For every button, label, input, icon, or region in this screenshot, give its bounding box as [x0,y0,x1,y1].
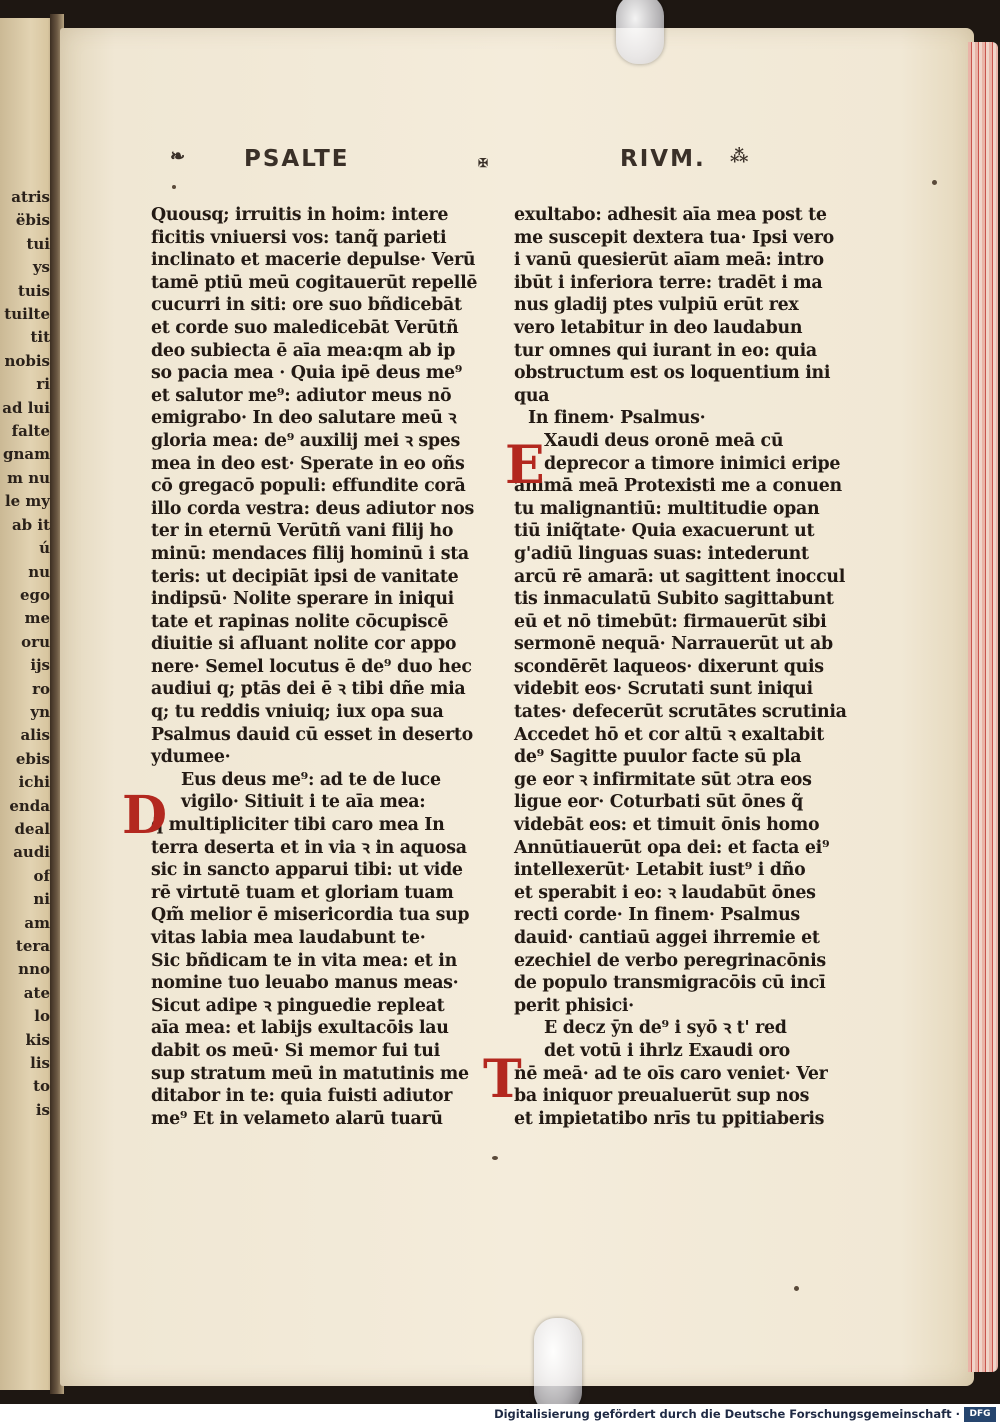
text-line: minū: mendaces filij hominū i sta [151,543,469,564]
left-page-fragment: to [33,1077,50,1096]
text-line: animā meā Protexisti me a conuen [514,476,842,497]
glass-page-clip-bottom [534,1318,582,1414]
text-line: q; tu reddis vniuiq; iux opa sua [151,702,444,723]
text-line: Sicut adipe ꝛ pinguedie repleat [151,995,445,1016]
text-line: tiū iniq̃tate· Quia exacuerunt ut [514,521,815,542]
left-page-fragment: deal [14,819,50,838]
text-line: teris: ut decipiāt ipsi de vanitate [151,566,459,587]
text-line: det votū i ihrlz Exaudi oro [544,1040,790,1061]
rubricated-initial-e: E [505,435,545,496]
left-page-fragment: lo [34,1007,50,1026]
text-line: ter in eternū Verūtñ vani filij ho [151,521,454,542]
text-line: aīa mea: et labijs exultacōis lau [151,1018,449,1039]
text-line: tamē ptiū meū cogitauerūt repellē [151,272,478,293]
text-line: i vanū quesierūt aīam meā: intro [514,250,824,271]
left-page-fragment: enda [9,796,50,815]
text-line: tate et rapinas nolite cōcupiscē [151,611,449,632]
text-line: inclinato et macerie depulse· Verū [151,250,476,271]
text-line: et sperabit i eo: ꝛ laudabūt ōnes [514,882,816,903]
text-line: et salutor me⁹: adiutor meus nō [151,385,452,406]
left-page-fragment: le my [4,492,50,511]
left-page-fragment: falte [11,422,50,441]
text-line: obstructum est os loquentium ini [514,363,831,384]
text-line: eū et nō timebūt: firmauerūt sibi [514,611,827,632]
text-line: cucurri in siti: ore suo bñdicebāt [151,295,462,316]
text-line: recti corde· In finem· Psalmus [514,905,800,926]
rubricated-initial-d: D [122,785,168,846]
funding-notice: Digitalisierung gefördert durch die Deutsche Forschungsgemeinschaft · [494,1407,960,1421]
text-line: videbāt eos: et timuit ōnis homo [514,815,820,836]
text-line: de⁹ Sagitte puulor facte sū pla [514,747,802,768]
text-line: sup stratum meū in matutinis me [151,1063,469,1084]
text-line: Accedet hō et cor altū ꝛ exaltabit [514,724,825,745]
dfg-logo: DFG [964,1407,996,1422]
text-line: mea in deo est· Sperate in eo oñs [151,453,465,474]
text-line: q̃ multipliciter tibi caro mea In [151,815,445,836]
text-line: arcū rē amarā: ut sagittent inoccul [514,566,846,587]
text-line: videbit eos· Scrutati sunt iniqui [514,679,813,700]
text-line: emigrabo· In deo salutare meū ꝛ [151,408,457,429]
footer-bar [0,1404,1000,1426]
text-line: gloria mea: de⁹ auxilij mei ꝛ spes [151,430,461,451]
head-ornament-left: ❧ [170,146,186,167]
text-line: In finem· Psalmus· [528,408,706,429]
text-line: ibūt i inferiora terre: tradēt i ma [514,272,823,293]
text-line: intellexerūt· Letabit iust⁹ i dño [514,860,806,881]
left-page-fragment: ebis [15,749,50,768]
text-line: ydumee· [151,747,231,768]
text-line: ba iniquor preualuerūt sup nos [514,1086,810,1107]
text-line: g'adiū linguas suas: intederunt [514,543,809,564]
left-page-fragment: ro [32,679,50,698]
text-line: Sic bñdicam te in vita mea: et in [151,950,457,971]
text-line: perit phisici· [514,995,634,1016]
text-line: ezechiel de verbo peregrinacōnis [514,950,826,971]
left-page-fragment: tui [26,234,50,253]
text-line: vitas labia mea laudabunt te· [151,928,426,948]
text-line: qua [514,385,550,406]
left-page-fragment: ego [19,585,50,604]
left-page-fragment: ys [32,258,50,277]
left-page-fragment: m nu [7,468,50,487]
text-line: diuitie si afluant nolite cor appo [151,634,457,655]
text-line: tates· defecerūt scrutātes scrutinia [514,702,847,723]
text-line: ge eor ꝛ infirmitate sūt ɔtra eos [514,769,812,790]
text-line: exultabo: adhesit aīa mea post te [514,205,827,225]
left-page-fragment: ú [39,539,50,558]
text-line: deprecor a timore inimici eripe [544,453,841,474]
left-page-fragment: audi [13,843,50,862]
left-page-fragment: me [24,609,50,628]
running-head-right: RIVM. [620,146,706,172]
text-line: dauid· cantiaū aggei ihrremie et [514,928,820,948]
left-page-fragment: tera [15,937,50,955]
running-head-left: PSALTE [244,146,350,172]
text-line: tur omnes qui iurant in eo: quia [514,340,817,361]
left-page-fragment: nu [28,562,50,581]
left-page-fragment: oru [21,632,50,651]
glass-page-clip-top [616,0,664,64]
text-line: vigilo· Sitiuit i te aīa mea: [181,792,426,813]
text-column-left [151,204,478,1130]
text-line: et impietatibo nrīs tu ppitiaberis [514,1108,825,1129]
text-line: ficitis vniuersi vos: tanq̃ parieti [151,227,447,248]
left-page-fragment: atris [11,188,50,206]
left-page-fragment: ëbis [15,211,50,230]
left-page-fragment: am [24,913,50,932]
text-line: de populo transmigracōis cū incī [514,973,826,994]
left-page-fragment: gnam [3,445,50,464]
text-line: nomine tuo leuabo manus meas· [151,973,459,994]
left-page-fragment: alis [20,726,50,745]
text-line: nus gladij ptes vulpiū erūt rex [514,295,799,316]
text-line: sermonē nequā· Narrauerūt ut ab [514,634,833,655]
text-line: illo corda vestra: deus adiutor nos [151,498,474,519]
left-page-text-fragments [0,186,54,1122]
text-line: et corde suo maledicebāt Verūtñ [151,317,459,338]
text-line: tis inmaculatū Subito sagittabunt [514,589,834,610]
paper-spot [492,1156,498,1160]
text-line: nere· Semel locutus ē de⁹ duo hec [151,656,472,677]
text-line: so pacia mea · Quia ipē deus me⁹ [151,363,463,384]
text-line: E decz ȳn de⁹ i syō ꝛ t' red [544,1018,787,1039]
text-line: scondērēt laqueos· dixerunt quis [514,656,824,677]
text-column-right [514,204,847,1130]
text-line: ditabor in te: quia fuisti adiutor [151,1086,453,1107]
left-page-fragment: kis [25,1030,50,1049]
text-line: cō gregacō populi: effundite corā [151,476,466,497]
text-line: indipsū· Nolite sperare in iniqui [151,589,454,610]
text-line: sic in sancto apparui tibi: ut vide [151,860,463,881]
folio-mark: ⁂ [730,146,749,167]
left-page-fragment: ijs [30,656,50,675]
paper-spot [932,180,937,185]
left-page-fragment: nobis [4,351,50,370]
left-page-fragment: ni [33,890,50,909]
text-line: Quousq; irruitis in hoim: intere [151,205,449,225]
left-page-fragment: tuis [18,281,50,300]
text-line: tu malignantiū: multitudie opan [514,498,820,519]
text-line: deo subiecta ē aīa mea:qm ab ip [151,340,456,361]
text-line: me suscepit dextera tua· Ipsi vero [514,227,834,248]
left-page-fragment: ri [36,375,50,394]
text-line: Eus deus me⁹: ad te de luce [181,769,441,790]
left-page-fragment: ad lui [2,398,50,417]
text-line: audiui q; ptās dei ē ꝛ tibi dñe mia [151,679,466,700]
paper-spot [794,1286,799,1291]
left-page-fragment: ab it [11,515,50,534]
left-page-edge [0,18,56,1390]
text-line: Psalmus dauid cū esset in deserto [151,724,473,745]
text-line: nē meā· ad te oīs caro veniet· Ver [514,1063,828,1084]
text-line: Xaudi deus oronē meā cū [544,430,784,451]
text-line: terra deserta et in via ꝛ in aquosa [151,837,467,858]
left-page-fragment: yn [30,702,50,721]
text-line: Annūtiauerūt opa dei: et facta ei⁹ [514,837,830,858]
page-fore-edge [968,42,998,1372]
left-page-fragment: tit [30,328,50,347]
left-page-fragment: is [35,1100,50,1119]
text-line: ligue eor· Coturbati sūt ōnes q̃ [514,792,804,813]
left-page-fragment: lis [30,1054,50,1073]
rubricated-initial-t: T [483,1049,522,1110]
paper-spot [172,185,176,189]
head-ornament-mid: ✠ [478,156,489,170]
text-line: dabit os meū· Si memor fui tui [151,1040,440,1061]
left-page-fragment: ichi [18,773,50,792]
left-page-fragment: nno [18,960,50,979]
left-page-fragment: of [33,866,50,885]
text-line: Qm̃ melior ē misericordia tua sup [151,905,470,926]
text-line: vero letabitur in deo laudabun [514,317,803,338]
left-page-fragment: tuilte [4,305,50,324]
text-line: me⁹ Et in velameto alarū tuarū [151,1108,443,1129]
left-page-fragment: ate [23,983,50,1002]
text-line: rē virtutē tuam et gloriam tuam [151,882,454,903]
